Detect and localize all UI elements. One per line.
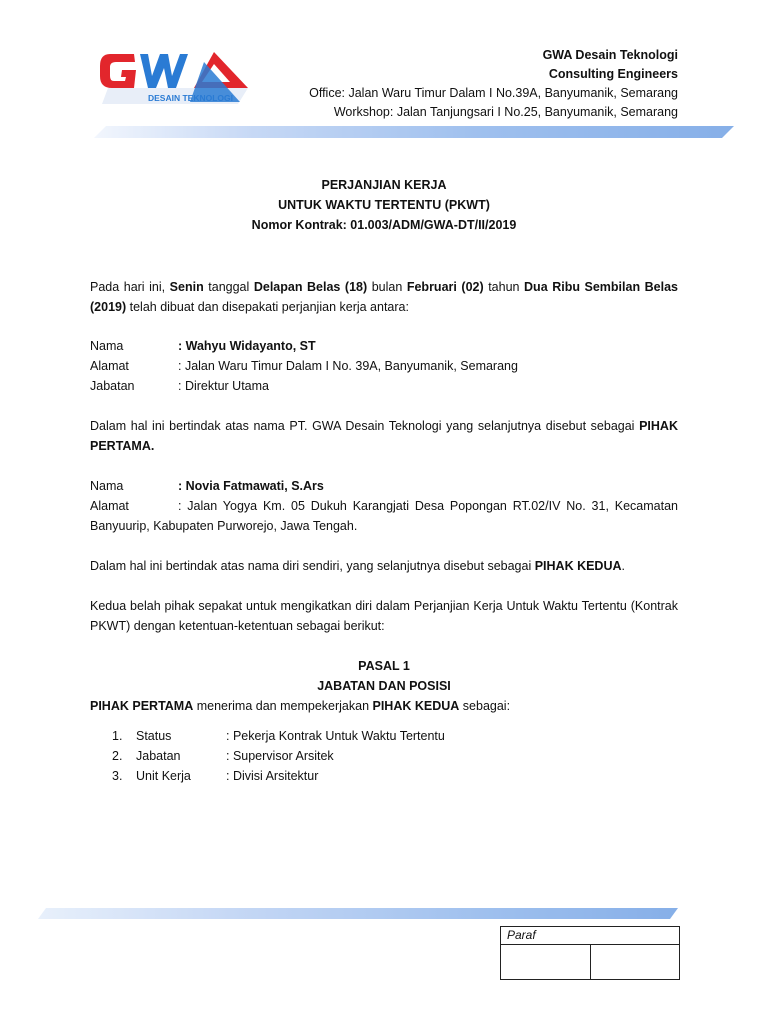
title-line-1: PERJANJIAN KERJA: [321, 178, 447, 192]
workshop-address: Workshop: Jalan Tanjungsari I No.25, Banyumanik, Semarang: [333, 105, 678, 119]
party1-position-value: : Direktur Utama: [178, 379, 269, 393]
list-item-value: : Supervisor Arsitek: [226, 749, 334, 763]
party1-name-label: Nama: [90, 339, 124, 353]
pasal1-heading: PASAL 1: [358, 659, 410, 673]
party2-name-row: [90, 476, 678, 496]
logo-subtext: DESAIN TEKNOLOGI: [148, 93, 234, 103]
party1-statement: [90, 416, 678, 456]
paraf-cells: [501, 945, 679, 979]
intro-text-1: Pada hari ini,: [90, 280, 170, 294]
party2-statement: [90, 556, 678, 576]
party2-statement-text: Dalam hal ini bertindak atas nama diri sendiri, yang selanjutnya disebut sebagai: [90, 559, 535, 573]
list-item-number: 2.: [112, 749, 123, 763]
logo-text: GWA: [90, 40, 93, 41]
intro-text-4: tahun: [483, 280, 525, 294]
contract-number: Nomor Kontrak: 01.003/ADM/GWA-DT/II/2019: [251, 218, 517, 232]
agreement-paragraph: Kedua belah pihak sepakat untuk mengikatkan diri dalam Perjanjian Kerja Untuk Waktu Tertentu (Kontrak PKWT) dengan ketentuan-ketentuan sebagai berikut:: [90, 599, 678, 633]
office-address: Office: Jalan Waru Timur Dalam I No.39A, Banyumanik, Semarang: [309, 86, 678, 100]
intro-month: Februari (02): [406, 280, 484, 294]
list-item: [112, 726, 445, 746]
logo-graphic: [90, 40, 260, 112]
intro-text-3: bulan: [367, 280, 407, 294]
party2-name-label: Nama: [90, 479, 124, 493]
intro-paragraph: [90, 277, 678, 317]
paraf-cell-party2: [590, 945, 680, 979]
list-item-number: 1.: [112, 729, 123, 743]
intro-year: Dua Ribu Sembilan Belas (2019): [90, 280, 678, 314]
paraf-label: Paraf: [501, 927, 679, 945]
party1-role: PIHAK PERTAMA.: [90, 419, 678, 453]
pasal1-subheading: JABATAN DAN POSISI: [317, 679, 451, 693]
list-item-label: Unit Kerja: [136, 769, 191, 783]
party1-position-row: [90, 376, 678, 396]
header-divider-band: [94, 126, 734, 138]
party2-name-value: : Novia Fatmawati, S.Ars: [178, 479, 324, 493]
intro-text-2: tanggal: [203, 280, 254, 294]
party1-name-value: : Wahyu Widayanto, ST: [178, 339, 316, 353]
party1-name-row: [90, 336, 678, 356]
footer-divider-band: [38, 908, 678, 919]
party2-address-label: Alamat: [90, 499, 129, 513]
party2-address-row: [90, 496, 678, 536]
party1-statement-text: Dalam hal ini bertindak atas nama PT. GWA Desain Teknologi yang selanjutnya disebut sebagai: [90, 419, 640, 433]
list-item-label: Status: [136, 729, 172, 743]
pasal1-lead-end: sebagai:: [459, 699, 511, 713]
list-item-number: 3.: [112, 769, 123, 783]
pasal1-lead-mid: menerima dan mempekerjakan: [193, 699, 373, 713]
party1-address-label: Alamat: [90, 359, 129, 373]
party1-address-row: [90, 356, 678, 376]
intro-date: Delapan Belas (18): [253, 280, 368, 294]
party1-position-label: Jabatan: [90, 379, 135, 393]
list-item: [112, 766, 318, 786]
title-line-2: UNTUK WAKTU TERTENTU (PKWT): [278, 198, 490, 212]
party2-role: PIHAK KEDUA: [534, 559, 622, 573]
company-header: [309, 46, 678, 122]
company-tagline: Consulting Engineers: [548, 67, 678, 81]
party2-address-value: : Jalan Yogya Km. 05 Dukuh Karangjati Desa Popongan RT.02/IV No. 31, Kecamatan Banyuurip, Kabupaten Purworejo, Jawa Tengah.: [90, 499, 678, 533]
paraf-cell-party1: [501, 945, 590, 979]
list-item: [112, 746, 334, 766]
pasal1-lead: [90, 696, 678, 716]
pasal1-party1: PIHAK PERTAMA: [90, 699, 194, 713]
intro-day: Senin: [169, 280, 204, 294]
document-title: [90, 175, 678, 235]
company-name: GWA Desain Teknologi: [542, 48, 678, 62]
list-item-value: : Pekerja Kontrak Untuk Waktu Tertentu: [226, 729, 445, 743]
paraf-box: [500, 926, 680, 980]
company-logo: [90, 40, 260, 112]
list-item-label: Jabatan: [136, 749, 181, 763]
intro-text-5: telah dibuat dan disepakati perjanjian kerja antara:: [126, 300, 409, 314]
list-item-value: : Divisi Arsitektur: [226, 769, 319, 783]
pasal1-party2: PIHAK KEDUA: [372, 699, 460, 713]
party2-statement-end: .: [621, 559, 625, 573]
party1-address-value: : Jalan Waru Timur Dalam I No. 39A, Banyumanik, Semarang: [178, 359, 518, 373]
